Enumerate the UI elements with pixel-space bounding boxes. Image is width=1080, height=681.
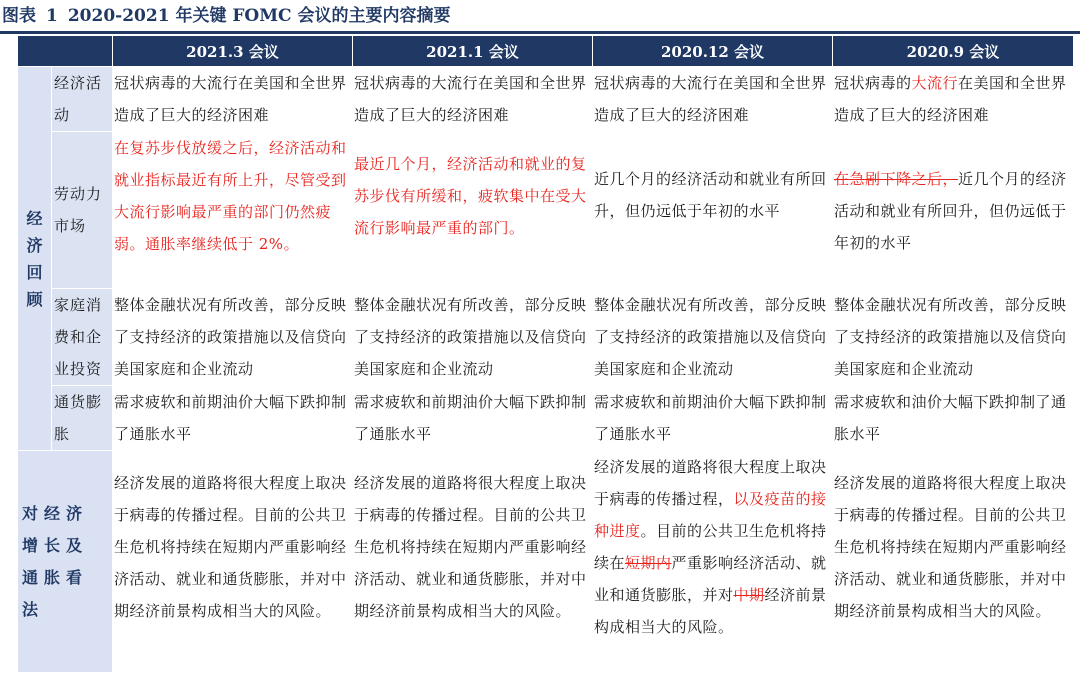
row-econ-activity (18, 67, 1074, 132)
text-outlook-2020-12-b: 。目前的公共卫生危机将持续在 (594, 522, 827, 572)
section-economy-review (18, 67, 52, 451)
column-header-2020-9: 2020.9 会议 (833, 36, 1074, 67)
column-header-2021-1: 2021.1 会议 (353, 36, 593, 67)
row-labor (18, 132, 1074, 289)
text-econ-2020-9-b: 在美国和全世界造成了巨大的经济困难 (834, 74, 1067, 124)
text-outlook-2020-12-red: 以及疫苗的接种进度 (594, 490, 827, 540)
text-labor-2020-9-strike: 在急剧下降之后， (834, 170, 959, 188)
cell-household-2021-1: 整体金融状况有所改善，部分反映了支持经济的政策措施以及信贷向美国家庭和企业流动 (353, 289, 593, 386)
caption-underline (0, 31, 1080, 34)
cell-labor-2020-12: 近几个月的经济活动和就业有所回升，但仍远低于年初的水平 (593, 132, 833, 289)
text-outlook-2020-12-d: 经济前景构成相当大的风险。 (594, 586, 827, 636)
row-label-econ-activity: 经济活动 (52, 67, 113, 132)
cell-household-2020-9: 整体金融状况有所改善，部分反映了支持经济的政策措施以及信贷向美国家庭和企业流动 (833, 289, 1074, 386)
cell-labor-2020-9 (833, 132, 1074, 289)
section-economy-review-label: 经济回顾 (26, 208, 43, 309)
figure-caption (2, 2, 461, 30)
cell-inflation-2020-12: 需求疲软和前期油价大幅下跌抑制了通胀水平 (593, 386, 833, 451)
cell-outlook-2020-12 (593, 451, 833, 673)
cell-outlook-2021-1: 经济发展的道路将很大程度上取决于病毒的传播过程。目前的公共卫生危机将持续在短期内严重影响经济活动、就业和通货膨胀，并对中期经济前景构成相当大的风险。 (353, 451, 593, 673)
text-outlook-2020-12-strike2: 中期 (733, 586, 765, 604)
cell-econ-2021-3: 冠状病毒的大流行在美国和全世界造成了巨大的经济困难 (113, 67, 353, 132)
row-label-labor: 劳动力市场 (52, 132, 113, 289)
column-header-2021-3: 2021.3 会议 (113, 36, 353, 67)
caption-title: 2020-2021 年关键 FOMC 会议的主要内容摘要 (67, 6, 451, 26)
row-household (18, 289, 1074, 386)
cell-inflation-2021-3: 需求疲软和前期油价大幅下跌抑制了通胀水平 (113, 386, 353, 451)
text-econ-2020-9-red: 大流行 (911, 74, 959, 92)
cell-outlook-2021-3: 经济发展的道路将很大程度上取决于病毒的传播过程。目前的公共卫生危机将持续在短期内严重影响经济活动、就业和通货膨胀，并对中期经济前景构成相当大的风险。 (113, 451, 353, 673)
cell-econ-2021-1: 冠状病毒的大流行在美国和全世界造成了巨大的经济困难 (353, 67, 593, 132)
cell-labor-2021-3: 在复苏步伐放缓之后，经济活动和就业指标最近有所上升，尽管受到大流行影响最严重的部门仍然疲弱。通胀率继续低于 2%。 (113, 132, 353, 289)
cell-econ-2020-12: 冠状病毒的大流行在美国和全世界造成了巨大的经济困难 (593, 67, 833, 132)
fomc-summary-table (17, 35, 1074, 673)
cell-inflation-2021-1: 需求疲软和前期油价大幅下跌抑制了通胀水平 (353, 386, 593, 451)
cell-econ-2020-9 (833, 67, 1074, 132)
row-inflation (18, 386, 1074, 451)
section-outlook (18, 451, 113, 673)
text-outlook-2020-12-strike1: 短期内 (625, 554, 672, 572)
text-labor-2020-9-b: 近几个月的经济活动和就业有所回升，但仍远低于年初的水平 (834, 170, 1067, 252)
row-outlook (18, 451, 1074, 673)
text-econ-2020-9-a: 冠状病毒的 (834, 74, 912, 92)
caption-label: 图表 (2, 6, 36, 26)
text-outlook-2020-12-c: 严重影响经济活动、就业和通货膨胀，并对 (594, 554, 827, 604)
cell-inflation-2020-9: 需求疲软和油价大幅下跌抑制了通胀水平 (833, 386, 1074, 451)
cell-household-2021-3: 整体金融状况有所改善，部分反映了支持经济的政策措施以及信贷向美国家庭和企业流动 (113, 289, 353, 386)
header-row (18, 36, 1074, 67)
cell-labor-2021-1: 最近几个月，经济活动和就业的复苏步伐有所缓和，疲软集中在受大流行影响最严重的部门。 (353, 132, 593, 289)
header-blank (18, 36, 113, 67)
column-header-2020-12: 2020.12 会议 (593, 36, 833, 67)
cell-household-2020-12: 整体金融状况有所改善，部分反映了支持经济的政策措施以及信贷向美国家庭和企业流动 (593, 289, 833, 386)
cell-outlook-2020-9: 经济发展的道路将很大程度上取决于病毒的传播过程。目前的公共卫生危机将持续在短期内严重影响经济活动、就业和通货膨胀，并对中期经济前景构成相当大的风险。 (833, 451, 1074, 673)
section-outlook-label: 对经济增长及通胀看法 (22, 503, 89, 619)
text-outlook-2020-12-a: 经济发展的道路将很大程度上取决于病毒的传播过程， (594, 458, 827, 508)
row-label-household: 家庭消费和企业投资 (52, 289, 113, 386)
caption-number: 1 (46, 6, 58, 26)
row-label-inflation: 通货膨胀 (52, 386, 113, 451)
